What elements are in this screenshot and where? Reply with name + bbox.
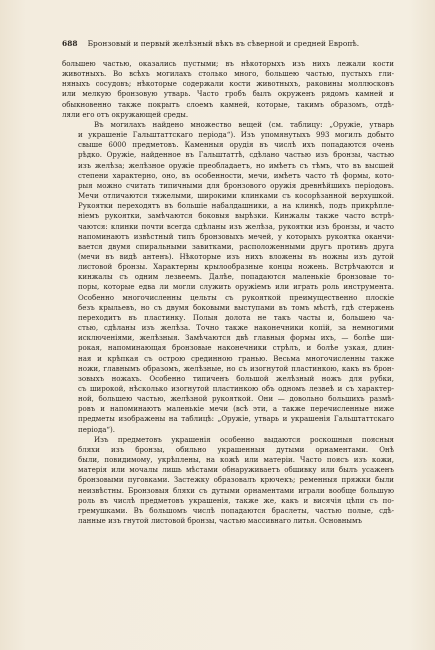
text-line: обыкновенно также покрытъ слоемъ камней, которые, такимъ образомъ, отдѣ-: [62, 99, 394, 109]
paragraph: [62, 59, 394, 120]
text-line: бронзовыми пуговками. Застежку образовалъ крючекъ; ременныя пряжки были: [78, 475, 394, 485]
text-line: чаются: клинки почти всегда сдѣланы изъ желѣза, рукоятки изъ бронзы, и часто: [78, 221, 394, 231]
body-text: [62, 59, 394, 526]
text-line: ланные изъ гнутой листовой бронзы, частью массивнаго литья. Основнымъ: [78, 516, 362, 526]
text-line: листовой бронзы. Характерны крылообразные концы ножень. Встрѣчаются и: [78, 262, 394, 272]
text-line: исключеніями, желѣзныя. Замѣчаются двѣ главныя формы ихъ, — болѣе ши-: [78, 333, 394, 343]
text-line: гремушками. Въ большомъ числѣ попадаются браслеты, частью полые, сдѣ-: [78, 505, 394, 515]
text-line: матерія или мочалы лишь мѣстами обнаруживаетъ обшивку или былъ усаженъ: [78, 465, 394, 475]
text-line: безъ крыльевъ, но съ двумя боковыми выступами въ томъ мѣстѣ, гдѣ стержень: [78, 302, 394, 312]
text-line: кинжалы съ одним лезвеемъ. Далѣе, попадаются маленькіе бронзовые то-: [78, 272, 394, 282]
text-line: Изъ предметовъ украшенія особенно выдаются роскошныя поясныя: [94, 434, 394, 444]
text-line: рокая, напоминающая бронзовые наконечники стрѣлъ, и болѣе узкая, длин-: [78, 343, 394, 353]
text-line: зовыхъ ножахъ. Особенно типиченъ большой желѣзный ножъ для рубки,: [78, 373, 394, 383]
text-line: бляхи изъ бронзы, обильно украшенныя дутыми орнаментами. Онѣ: [78, 444, 394, 454]
text-line: предметы изображены на таблицѣ: „Оружіе, утварь и украшенія Гальштаттскаго: [78, 414, 394, 424]
text-line: стью, сдѣланы изъ желѣза. Точно также наконечники копій, за немногими: [78, 323, 394, 333]
text-line: Рукоятки переходятъ въ большіе набалдашники, а на клинкѣ, подъ прикрѣпле-: [78, 201, 394, 211]
text-line: или мелкую бронзовую утварь. Часто гробъ былъ окруженъ рядомъ камней и: [62, 89, 394, 99]
text-line: съ широкой, нѣсколько изогнутой пластинкою объ одномъ лезвеѣ и съ характер-: [78, 384, 394, 393]
text-line: ной, большею частью, желѣзной рукояткой. Они — довольно большихъ размѣ-: [78, 394, 394, 404]
text-line: переходитъ въ пластинку. Полыя долота не такъ часты и, большею ча-: [78, 312, 394, 322]
paragraph: [62, 435, 394, 526]
text-line: вается двумя спиральными завитками, расположенными другъ противъ друга: [78, 241, 394, 251]
text-line: періода“).: [78, 424, 116, 434]
text-line: поры, которые едва ли могли служить оружіемъ или играть роль инструмента.: [78, 282, 394, 292]
text-line: няныхъ сосудовъ; нѣкоторые содержали кости животныхъ, раковины моллюсковъ: [62, 79, 394, 89]
text-line: рыя можно считать типичными для бронзового оружія древнѣйшихъ періодовъ.: [78, 180, 394, 190]
text-line: ножи, главнымъ образомъ, желѣзные, но съ изогнутой пластинкою, какъ въ брон-: [78, 363, 394, 373]
text-line: Мечи отличаются тяжелыми, широкими клинками съ косорѣзанной верхушкой.: [78, 191, 394, 201]
text-line: напоминаютъ извѣстный типъ бронзовыхъ мечей, у которыхъ рукоятка оканчи-: [78, 231, 394, 241]
page-number: 688: [62, 39, 78, 48]
text-line: свыше 6000 предметовъ. Каменныя орудія въ числѣ ихъ попадаются очень: [78, 140, 394, 150]
text-line: ляли его отъ окружающей среды.: [62, 109, 189, 119]
text-line: Въ могилахъ найдено множество вещей (см. таблицу: „Оружіе, утварь: [94, 119, 394, 129]
text-line: ровъ и напоминаютъ маленькіе мечи (всѣ эти, а также перечисленные ниже: [78, 404, 394, 414]
paragraph: [62, 120, 394, 435]
text-line: ніемъ рукоятки, замѣчаются боковыя вырѣзки. Кинжалы также часто встрѣ-: [78, 211, 394, 221]
text-line: неизвѣстны. Бронзовыя бляхи съ дутыми орнаментами играли вообще большую: [78, 485, 394, 495]
text-line: рѣдко. Оружіе, найденное въ Гальштаттѣ, сдѣлано частью изъ бронзы, частью: [78, 150, 394, 160]
text-line: изъ желѣза; желѣзное оружіе преобладаетъ, но имѣетъ съ тѣмъ, что въ высшей: [78, 160, 394, 170]
text-line: ная и крѣпкая съ острою срединною гранью. Весьма многочисленны также: [78, 353, 394, 363]
text-line: были, повидимому, укрѣплены, на кожѣ или матеріи. Часто поясъ изъ кожи,: [78, 455, 394, 465]
text-line: Особенно многочисленны цельты съ рукояткой преимущественно плоскіе: [78, 292, 394, 302]
running-title: Бронзовый и первый желѣзный вѣкъ въ сѣверной и средней Европѣ.: [87, 39, 360, 48]
text-line: и украшеніе Гальштаттскаго періода“). Изъ упомянутыхъ 993 могилъ добыто: [78, 130, 394, 140]
text-line: степени характерно, оно, въ особенности, мечи, имѣетъ часто тѣ формы, кото-: [78, 170, 394, 180]
text-line: животныхъ. Во всѣхъ могилахъ столько много, большею частью, пустыхъ гли-: [62, 69, 394, 79]
text-line: большею частью, оказались пустыми; въ нѣкоторыхъ изъ нихъ лежали кости: [62, 59, 394, 68]
text-line: роль въ числѣ предметовъ украшенія, также же, какъ и висячія цѣпи съ по-: [78, 495, 394, 505]
text-line: (мечи въ видѣ антенъ). Нѣкоторые изъ нихъ вложены въ ножны изъ дутой: [78, 251, 394, 261]
page-header: [62, 39, 394, 48]
